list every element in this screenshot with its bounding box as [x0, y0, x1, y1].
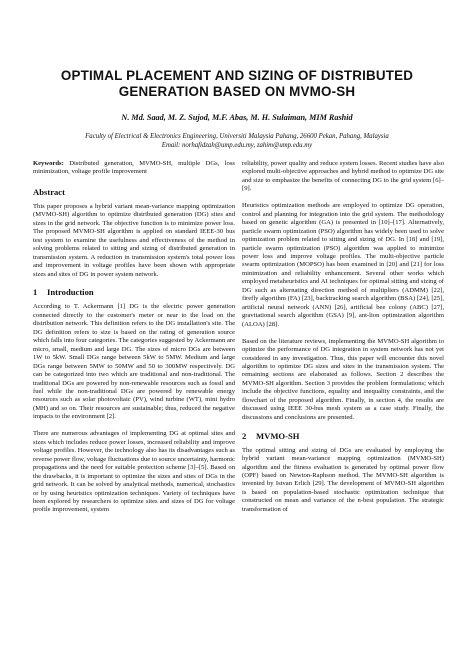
section-number: 1	[33, 287, 38, 298]
paper-title	[20, 68, 454, 100]
keywords-label: Keywords:	[33, 160, 64, 167]
mvmo-sh-heading	[242, 431, 444, 441]
title-line-1: OPTIMAL PLACEMENT AND SIZING OF DISTRIBUTED	[60, 68, 414, 83]
intro-paragraph-3: reliability, power quality and reduce system losses. Recent studies have also explored multi-objective approaches and hybrid method to optimize DG site and size to emphasize the benefits of connecting DG to the grid system [6]–[9].	[242, 160, 444, 193]
intro-paragraph-4: Heuristics optimization methods are employed to optimize DG operation, control and planning for integration into the grid system. The methodology based on genetic algorithm (GA) is presented in [10]–[17]. Alternatively, particle swarm optimization (PSO) algorithm has widely been used to solve optimization problem related to sitting and sizing of DG. In [18] and [19], particle swarm optimization (PSO) algorithm was applied to minimize power loss and improve voltage profiles. The multi-objective particle swarm optimization (MOPSO) has been examined in [20] and [21] for loss minimization and reliability enhancement. Several other works which employed metaheuristics and AI techniques for optimal sitting and sizing of DG such as alternating direction method of multipliers (ADMM) [22], firefly algorithm (FA) [23], backtracking search algorithm (BSA) [24], [25], artificial neural network (ANN) [26], artificial bee colony (ABC) [27], gravitational search algorithm (GSA) [9], ant-lion optimization algorithm (ALOA) [28].	[242, 202, 444, 328]
keywords-text: Distributed generation, MVMO-SH, multiple DGs, loss minimization, voltage profile improvement	[33, 160, 235, 176]
affiliation: Faculty of Electrical & Electronics Engineering, Universiti Malaysia Pahang, 26600 Pekan, Pahang, Malaysia	[85, 133, 389, 140]
author-list: N. Md. Saad, M. Z. Sujod, M.F. Abas, M. H. Sulaiman, MIM Rashid	[121, 113, 353, 122]
keywords-paragraph	[33, 160, 235, 177]
intro-paragraph-2: There are numerous advantages of implementing DG at optimal sites and sizes which includes reduce power losses, increased reliability and improve voltage profiles. However, the technology also has its disadvantages such as reverse power flow, voltage fluctuations due to source uncertainty, harmonic propagations and the need for suitable protection scheme [3]–[5]. Based on the drawbacks, it is important to optimize the sizes and sites of DGs in the grid network. It can be solved by analytical methods, numerical, stochastics or by using heuristics optimization techniques. Variety of techniques have been explored by researchers to optimize sites and sizes of DG for voltage profile improvement, system	[33, 430, 235, 514]
mvmo-paragraph-1: The optimal sitting and sizing of DGs are evaluated by employing the hybrid variant mean-variance mapping optimization (MVMO-SH) algorithm and the fitness evaluation is generated by optimal power flow (OPF) based on Newton-Raphson method. The MVMO-SH algorithm is invented by Istvan Erlich [29]. The development of MVMO-SH algorithm is based on population-based stochastic optimization technique that constructed on mean and variance of the n-best population. The strategic transformation of	[242, 446, 444, 513]
section-title: Introduction	[47, 287, 94, 298]
affiliation-block	[20, 133, 454, 151]
title-line-2: GENERATION BASED ON MVMO-SH	[118, 84, 356, 99]
abstract-heading: Abstract	[33, 186, 65, 197]
abstract-paragraph: This paper proposes a hybrid variant mean-variance mapping optimization (MVMO-SH) algorithm to optimize distributed generation (DG) sites and sizes in the grid network. The objective function is to minimize power loss. The proposed MVMO-SH algorithm is applied on standard IEEE-30 bus test system to examine the usefulness and effectiveness of the method in solving problems related to sitting and sizing of distributed generation in transmission system. A reduction in transmission system's total power loss and improvement in voltage profiles have been shown with appropriate sizes and sites of DG in power system network.	[33, 202, 235, 278]
section-title: MVMO-SH	[256, 430, 300, 441]
left-column	[33, 160, 235, 523]
right-column	[242, 160, 444, 523]
intro-paragraph-5: Based on the literature reviews, implementing the MVMO-SH algorithm to optimize the performance of DG integration in system network has not yet considered in any investigation. Thus, this paper will encounter this novel algorithm to optimize DG sizes and sites in the transmission system. The remaining sections are elaborated as follows. Section 2 describes the MVMO-SH algorithm. Section 3 provides the problem formulations; which include the objective functions, equality and inequality constraints, and the flowchart of the proposed algorithm. Finally, in section 4, the results are discussed using IEEE 30-bus mesh system as a case study. Finally, the discussions and conclusions are presented.	[242, 337, 444, 421]
intro-paragraph-1: According to T. Ackermann [1] DG is the electric power generation connected directly to the customer's meter or near to the load on the distribution network. This definition refers to the DG installation's site. The DG definition refers to size is based on the rating of generation source which falls into four categories. The categories suggested by Ackermann are micro, small, medium and large DG. The sizes of micro DGs are between 1W to 5kW. Small DGs range between 5kW to 5MW. Medium and large DGs range between 5MW to 50MW and 50 to 300MW respectively. DG can be categorized into two which are traditional and non-traditional. The traditional DGs are powered by non-renewable resources such as fossil and fuel while the non-traditional DGs are powered by renewable energy resources such as solar photovoltaic (PV), wind turbine (WT), mini hydro (MH) and so on. Their resources are sustainable; thus, reduced the negative impacts to the environment [2].	[33, 303, 235, 421]
introduction-heading	[33, 287, 235, 297]
section-number: 2	[242, 430, 247, 441]
author-email: Email: norhafidzah@ump.edu.my, zahim@ump.edu.my	[161, 141, 313, 149]
